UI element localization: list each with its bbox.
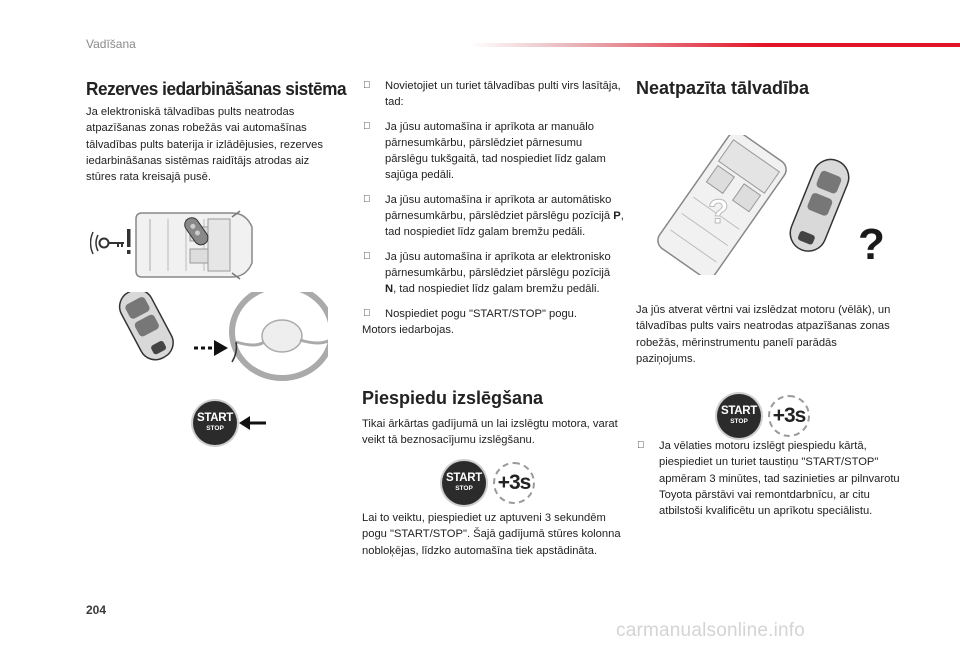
start-label: START (721, 405, 757, 417)
backup-start-intro: Ja elektroniskā tālvadības pults neatrodas atpazīšanas zonas robežās vai automašīnas tālvadības pults baterija ir izlādējusies, rezerves iedarbināšanas sistēmas raidītājs atrodas aiz stūres rata kreisajā pusē. (86, 106, 323, 184)
header-accent-bar (470, 43, 960, 47)
steering-wheel-fob-illustration (96, 292, 328, 390)
list-item: Nospiediet pogu "START/STOP" pogu. Motors iedarbojas. (362, 306, 624, 339)
key-fob (785, 154, 854, 256)
list-item: Ja jūsu automašīna ir aprīkota ar manuālo pārnesumkārbu, pārslēdziet pārnesumu pārslēgu tukšgaitā, tad nospiediet līdz galam sajūga pedāli. (362, 119, 624, 184)
plus-3s-label: +3s (497, 471, 531, 494)
start-stop-button-right (717, 394, 761, 438)
forced-stop-instruction: Lai to veiktu, piespiediet uz aptuveni 3 sekundēm pogu "START/STOP". Šajā gadījumā stūres kolonna nobloķējas, līdzko automašīna tiek apstādināta. (362, 512, 621, 557)
unrecognized-remote-title: Neatpazīta tālvadība (636, 78, 810, 98)
stop-label: STOP (730, 418, 748, 425)
start-stop-button-left (193, 401, 237, 445)
bullet-mark-icon (363, 249, 371, 265)
unrecognized-remote-intro: Ja jūs atverat vērtni vai izslēdzat motoru (vēlāk), un tālvadības pults vairs neatrodas atpazīšanas zonas robežās, mērinstrumentu panelī parādās paziņojums. (636, 304, 891, 365)
stop-label: STOP (206, 425, 224, 432)
unrecognized-remote-list (636, 438, 906, 527)
bullet-mark-icon (637, 438, 645, 454)
plus-3s-badge (493, 462, 535, 504)
section-label: Vadīšana (86, 37, 136, 51)
list-item: Novietojiet un turiet tālvadības pulti virs lasītāja, tad: (362, 78, 624, 111)
bullet-mark-icon (363, 306, 371, 322)
bullet-mark-icon (363, 119, 371, 135)
list-item: Ja vēlaties motoru izslēgt piespiedu kārtā, piespiediet un turiet taustiņu "START/STOP" apmēram 3 minūtes, tad sazinieties ar pilnvarotu Toyota pārstāvi vai remontdarbnīcu, ar citu atbilstoši kvalificētu un aprīkotu speciālistu. (636, 438, 906, 519)
key-fob (114, 292, 179, 365)
watermark: carmanualsonline.info (616, 620, 806, 641)
plus-3s-badge (768, 395, 810, 437)
forced-stop-intro: Tikai ārkārtas gadījumā un lai izslēgtu motora, varat veikt tā beznosacījumu izslēgšanu. (362, 418, 618, 447)
steering-wheel (232, 292, 328, 378)
question-mark-icon: ? (858, 220, 885, 269)
car-topview-illustration (90, 205, 260, 285)
stop-label: STOP (455, 485, 473, 492)
plus-3s-label: +3s (772, 404, 806, 427)
page-number: 204 (86, 603, 107, 617)
arrow-left-icon (238, 413, 266, 433)
start-stop-button-middle (442, 461, 486, 505)
unrecognized-remote-illustration (650, 135, 890, 275)
backup-start-title: Rezerves iedarbināšanas sistēma (86, 78, 347, 99)
list-item: Ja jūsu automašīna ir aprīkota ar elektronisko pārnesumkārbu, pārslēdziet pārslēgu pozīcijā N, tad nospiediet līdz galam bremžu pedāli. (362, 249, 624, 298)
bullet-mark-icon (363, 78, 371, 94)
motor-starts-text: Motors iedarbojas. (362, 323, 455, 336)
list-item: Ja jūsu automašīna ir aprīkota ar automātisko pārnesumkārbu, pārslēdziet pārslēgu pozīcijā P, tad nospiediet līdz galam bremžu pedāli. (362, 192, 624, 241)
start-label: START (446, 472, 482, 484)
arrow-to-reader (194, 340, 228, 356)
forced-stop-title: Piespiedu izslēgšana (362, 388, 544, 408)
question-mark-car-icon: ? (708, 193, 729, 231)
key-warning-icon (91, 229, 131, 254)
start-procedure-list (362, 78, 624, 338)
start-label: START (197, 412, 233, 424)
bullet-mark-icon (363, 192, 371, 208)
